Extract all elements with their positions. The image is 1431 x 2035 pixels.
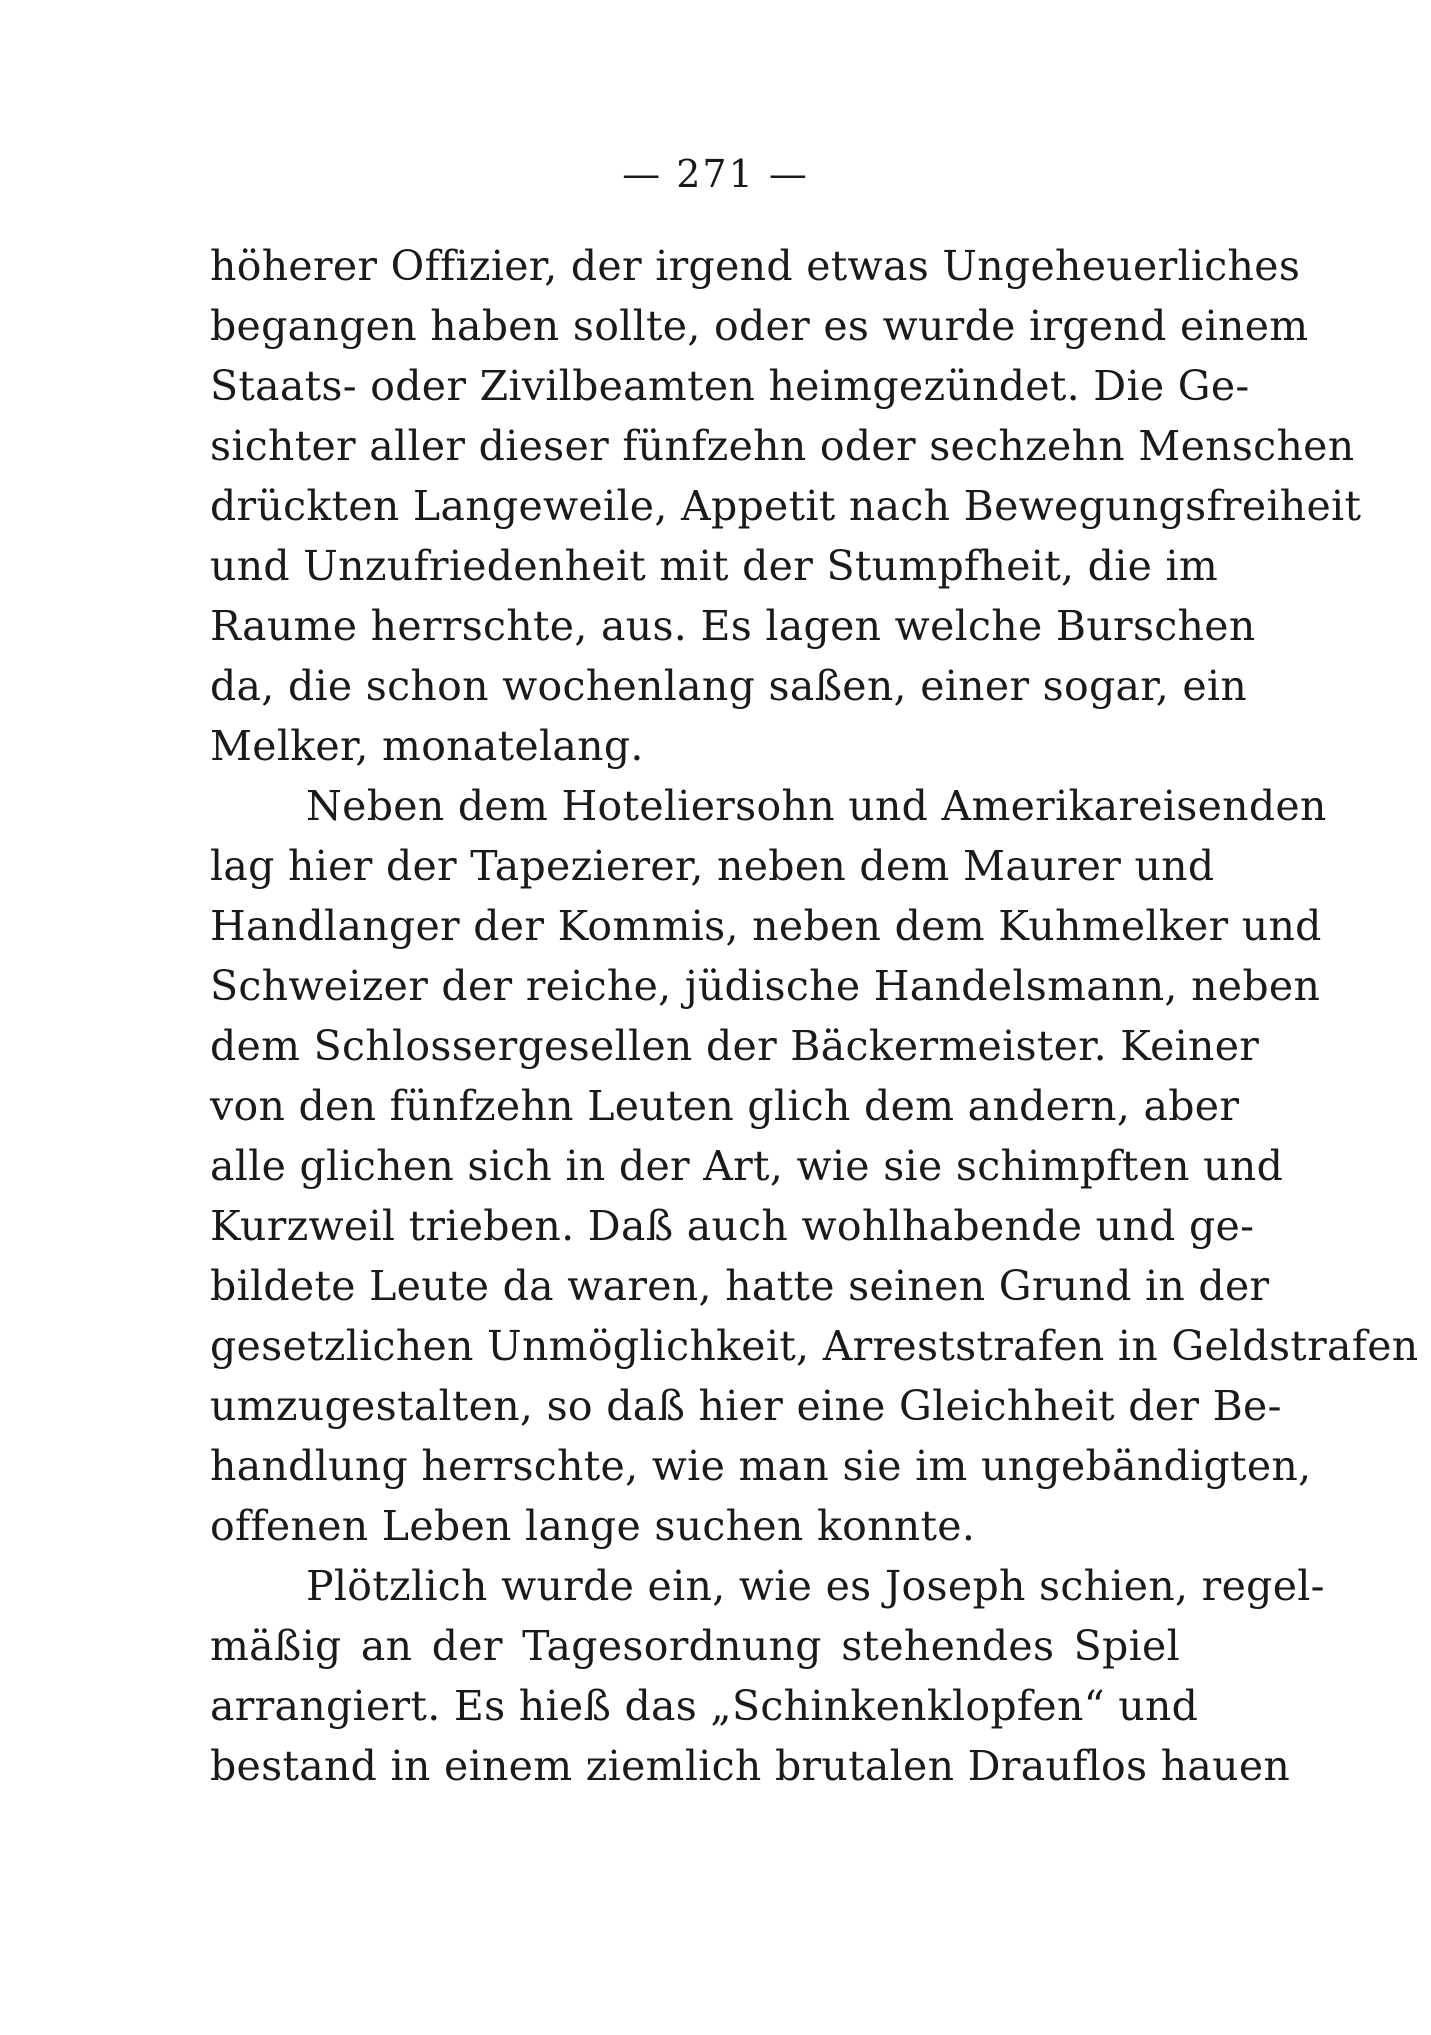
paragraph-1 — [210, 236, 1362, 776]
text-line: sichter aller dieser fünfzehn oder sechzehn Menschen — [210, 422, 1355, 470]
text-line: Raume herrschte, aus. Es lagen welche Burschen — [210, 602, 1256, 650]
text-line: bestand in einem ziemlich brutalen Drauflos hauen — [210, 1742, 1291, 1790]
text-line: gesetzlichen Unmöglichkeit, Arreststrafen in Geldstrafen — [210, 1322, 1419, 1370]
text-line: Handlanger der Kommis, neben dem Kuhmelker und — [210, 902, 1322, 950]
text-line: Schweizer der reiche, jüdische Handelsmann, neben — [210, 962, 1321, 1010]
body-text — [210, 236, 1419, 1796]
text-line: lag hier der Tapezierer, neben dem Maurer und — [210, 842, 1215, 890]
text-line: begangen haben sollte, oder es wurde irgend einem — [210, 302, 1309, 350]
text-line: umzugestalten, so daß hier eine Gleichheit der Be- — [210, 1382, 1282, 1430]
text-line: dem Schlossergesellen der Bäckermeister. Keiner — [210, 1022, 1260, 1070]
text-line: höherer Offizier, der irgend etwas Ungeheuerliches — [210, 242, 1301, 290]
text-line: von den fünfzehn Leuten glich dem andern, aber — [210, 1082, 1240, 1130]
page-number: — 271 — — [622, 152, 809, 196]
text-line: alle glichen sich in der Art, wie sie schimpften und — [210, 1142, 1284, 1190]
paragraph-3 — [210, 1556, 1325, 1796]
text-line: arrangiert. Es hieß das „Schinkenklopfen“ und — [210, 1682, 1199, 1730]
text-line: Staats- oder Zivilbeamten heimgezündet. Die Ge- — [210, 362, 1250, 410]
text-line: handlung herrschte, wie man sie im ungebändigten, — [210, 1442, 1312, 1490]
text-line: offenen Leben lange suchen konnte. — [210, 1502, 976, 1550]
text-line: drückten Langeweile, Appetit nach Bewegungsfreiheit — [210, 482, 1362, 530]
text-line: Plötzlich wurde ein, wie es Joseph schien, regel- — [306, 1562, 1325, 1610]
text-line: da, die schon wochenlang saßen, einer sogar, ein — [210, 662, 1248, 710]
text-line: Kurzweil trieben. Daß auch wohlhabende und ge- — [210, 1202, 1255, 1250]
text-line: bildete Leute da waren, hatte seinen Grund in der — [210, 1262, 1270, 1310]
text-line: und Unzufriedenheit mit der Stumpfheit, die im — [210, 542, 1219, 590]
text-line: Neben dem Hoteliersohn und Amerikareisenden — [306, 782, 1327, 830]
text-line: mäßig an der Tagesordnung stehendes Spiel — [210, 1622, 1180, 1670]
paragraph-2 — [210, 776, 1419, 1556]
text-line: Melker, monatelang. — [210, 722, 644, 770]
